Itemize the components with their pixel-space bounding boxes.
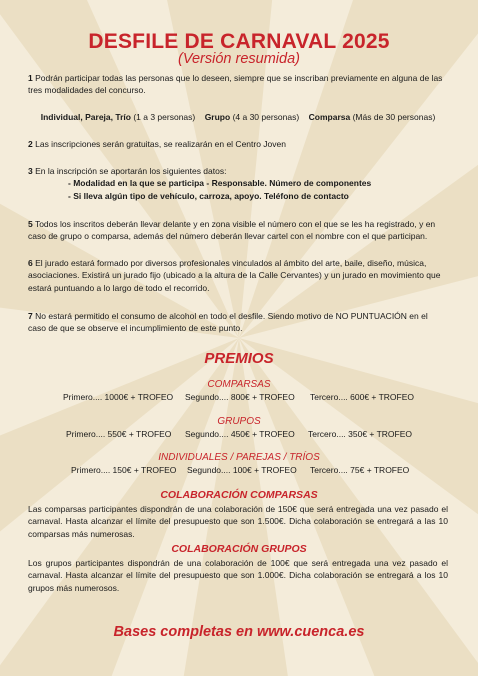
individuales-first-prize: Primero.... 150€ + TROFEO <box>71 465 177 475</box>
comparsas-second-prize: Segundo.... 800€ + TROFEO <box>185 392 295 402</box>
rule-3-item-2: - Si lleva algún tipo de vehículo, carroza, apoyo. Teléfono de contacto <box>68 190 349 201</box>
rule-5-number: 5 <box>28 219 33 229</box>
modality-group-detail: (4 a 30 personas) <box>232 112 300 122</box>
modality-individual-detail: (1 a 3 personas) <box>133 112 196 122</box>
rule-7 <box>28 310 448 335</box>
collab-comparsas-text: Las comparsas participantes dispondrán de una colaboración de 150€ que será entregada una vez pasado el carnaval. Hasta alcanzar el límite del presupuesto que son 1.500€. Dicha colaboración se entregará a las 10 comparsas más numerosas. <box>28 504 448 539</box>
modality-group-label: Grupo <box>204 112 231 122</box>
rule-7-text: No estará permitido el consumo de alcohol en todo el desfile. Siendo motivo de NO PUNTUACIÓN en el caso de que se observe el incumplimiento de este punto. <box>28 311 428 334</box>
rule-3 <box>28 165 448 202</box>
rule-1-text: Podrán participar todas las personas que lo deseen, siempre que se inscriban previamente en alguna de las tres modalidades del concurso. <box>28 73 443 96</box>
rule-5-text: Todos los inscritos deberán llevar delante y en zona visible el número con el que se les ha registrado, y en caso de grupo o comparsa, además del número deberán llevar cartel con el nombre con el que participan. <box>28 219 436 242</box>
collab-comparsas-heading: COLABORACIÓN COMPARSAS <box>160 489 318 501</box>
rule-5 <box>28 218 448 243</box>
individuales-second-prize: Segundo.... 100€ + TROFEO <box>187 465 297 475</box>
grupos-second-prize: Segundo.... 450€ + TROFEO <box>185 429 295 439</box>
prizes-title: PREMIOS <box>204 350 274 367</box>
rule-6 <box>28 257 448 294</box>
page-title: DESFILE DE CARNAVAL 2025 <box>88 30 390 53</box>
collab-grupos-heading: COLABORACIÓN GRUPOS <box>171 543 307 555</box>
page-subtitle: (Versión resumida) <box>178 51 300 67</box>
rule-7-number: 7 <box>28 311 33 321</box>
rule-3-item-1: - Modalidad en la que se participa - Responsable. Número de componentes <box>68 178 372 189</box>
rule-6-number: 6 <box>28 258 33 268</box>
individuales-prizes-heading: INDIVIDUALES / PAREJAS / TRÍOS <box>158 452 320 463</box>
rule-3-number: 3 <box>28 166 33 176</box>
modality-comparsa-detail: (Más de 30 personas) <box>352 112 436 122</box>
modalities-line <box>28 111 448 123</box>
comparsas-third-prize: Tercero.... 600€ + TROFEO <box>310 392 415 402</box>
grupos-first-prize: Primero.... 550€ + TROFEO <box>66 429 172 439</box>
grupos-third-prize: Tercero.... 350€ + TROFEO <box>308 429 413 439</box>
comparsas-prizes-heading: COMPARSAS <box>207 379 271 390</box>
rule-6-text: El jurado estará formado por diversos profesionales vinculados al ámbito del arte, baile, diseño, música, asociaciones. Existirá un jurado fijo (ubicado a la altura de la Calle Cervantes) y un jurado en movimiento que estará puntuando a lo largo de todo el recorrido. <box>28 258 441 293</box>
rule-2-text: Las inscripciones serán gratuitas, se realizarán en el Centro Joven <box>35 139 286 149</box>
individuales-third-prize: Tercero.... 75€ + TROFEO <box>310 465 410 475</box>
rule-1-number: 1 <box>28 73 33 83</box>
rule-1 <box>28 72 448 97</box>
rule-3-text: En la inscripción se aportarán los siguientes datos: <box>35 166 227 176</box>
comparsas-first-prize: Primero.... 1000€ + TROFEO <box>63 392 174 402</box>
rule-2 <box>28 138 448 150</box>
collab-grupos-text: Los grupos participantes dispondrán de una colaboración de 100€ que será entregada una vez pasado el carnaval. Hasta alcanzar el límite del presupuesto que son 1.000€. Dicha colaboración se entregará a los 10 grupos más numerosos. <box>28 558 448 593</box>
rule-2-number: 2 <box>28 139 33 149</box>
footer-link-text: Bases completas en www.cuenca.es <box>113 624 365 640</box>
grupos-prizes-heading: GRUPOS <box>217 416 261 427</box>
modality-individual-label: Individual, Pareja, Trío <box>40 112 131 122</box>
modality-comparsa-label: Comparsa <box>308 112 351 122</box>
